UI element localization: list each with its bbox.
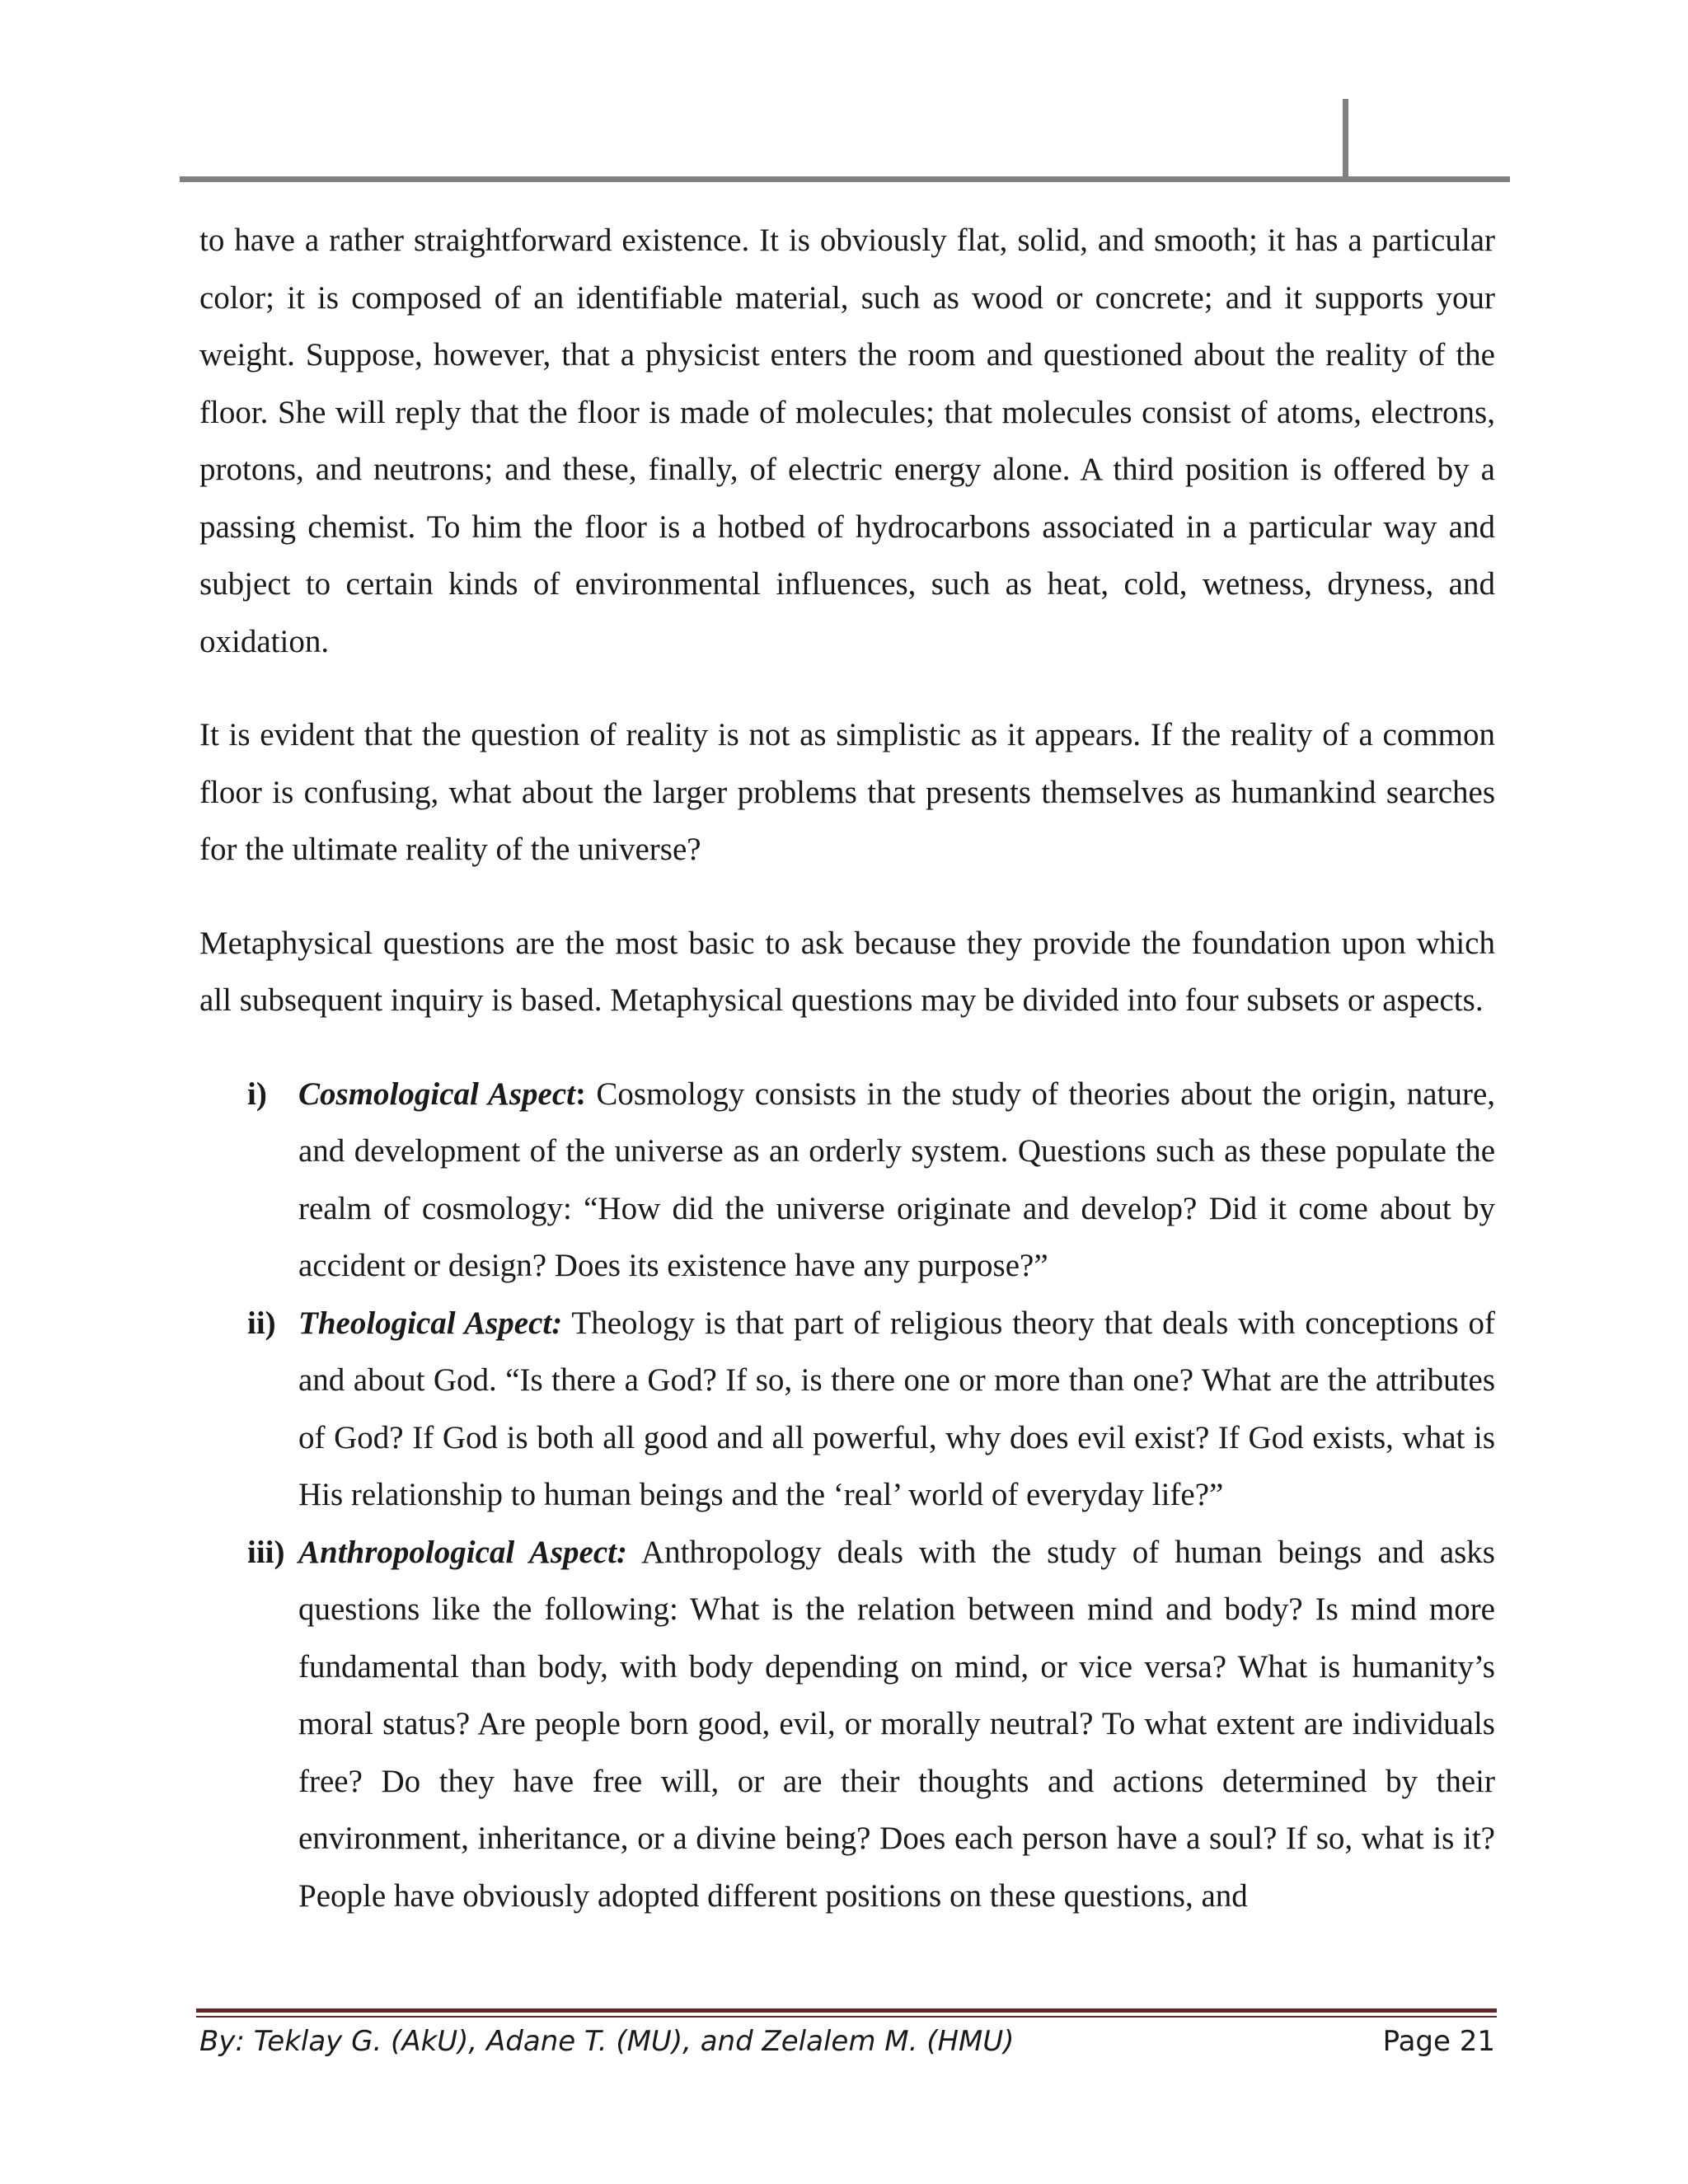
paragraph-question-of-reality: It is evident that the question of reality is not as simplistic as it appears. If the reality of a common floor is confusing, what about the larger problems that presents themselves as humankind searches for the ultimate reality of the universe?	[199, 717, 1495, 867]
aspect-item-cosmological	[199, 1066, 1495, 1295]
aspect-colon: :	[574, 1076, 586, 1112]
aspect-text: Theology is that part of religious theory that deals with conceptions of and about God. “Is there a God? If so, is there one or more than one? What are the attributes of God? If God is both all good and all powerful, why does evil exist? If God exists, what is His relationship to human beings and the ‘real’ world of everyday life?”	[298, 1305, 1495, 1512]
footer-rule-thin	[196, 2016, 1497, 2018]
page-body	[199, 212, 1495, 1957]
aspect-item-anthropological	[199, 1524, 1495, 1925]
page-number: Page 21	[1382, 2025, 1495, 2058]
aspect-title: Anthropological Aspect:	[298, 1534, 627, 1570]
footer-rule-thick	[196, 2008, 1497, 2013]
aspect-text: Anthropology deals with the study of human beings and asks questions like the following: What is the relation between mind and body? Is mind more fundamental than body, with body depending on mind, or vice versa? What is humanity’s moral status? Are people born good, evil, or morally neutral? To what extent are individuals free? Do they have free will, or are their thoughts and actions determined by their environment, inheritance, or a divine being? Does each person have a soul? If so, what is it? People have obviously adopted different positions on these questions, and	[298, 1534, 1495, 1914]
paragraph-floor-reality: to have a rather straightforward existence. It is obviously flat, solid, and smooth; it has a particular color; it is composed of an identifiable material, such as wood or concrete; and it supports your weight. Suppose, however, that a physicist enters the room and questioned about the reality of the floor. She will reply that the floor is made of molecules; that molecules consist of atoms, electrons, protons, and neutrons; and these, finally, of electric energy alone. A third position is offered by a passing chemist. To him the floor is a hotbed of hydrocarbons associated in a particular way and subject to certain kinds of environmental influences, such as heat, cold, wetness, dryness, and oxidation.	[199, 223, 1495, 659]
aspect-marker: i)	[247, 1076, 267, 1112]
aspect-item-theological	[199, 1295, 1495, 1524]
aspect-title: Cosmological Aspect	[298, 1076, 575, 1112]
aspect-marker: ii)	[247, 1305, 276, 1341]
aspect-title: Theological Aspect:	[298, 1305, 563, 1341]
header-rule	[180, 176, 1510, 182]
paragraph-metaphysical-questions: Metaphysical questions are the most basic to ask because they provide the foundation upon which all subsequent inquiry is based. Metaphysical questions may be divided into four subsets or aspects.	[199, 925, 1495, 1018]
page-footer	[199, 2021, 1495, 2062]
aspect-marker: iii)	[247, 1534, 285, 1570]
header-tick	[1343, 99, 1348, 180]
aspect-text: Cosmology consists in the study of theories about the origin, nature, and development of the universe as an orderly system. Questions such as these populate the realm of cosmology: “How did the universe originate and develop? Did it come about by accident or design? Does its existence have any purpose?”	[298, 1076, 1495, 1283]
footer-authors: By: Teklay G. (AkU), Adane T. (MU), and Zelalem M. (HMU)	[199, 2025, 1015, 2058]
aspect-list	[199, 1066, 1495, 1925]
